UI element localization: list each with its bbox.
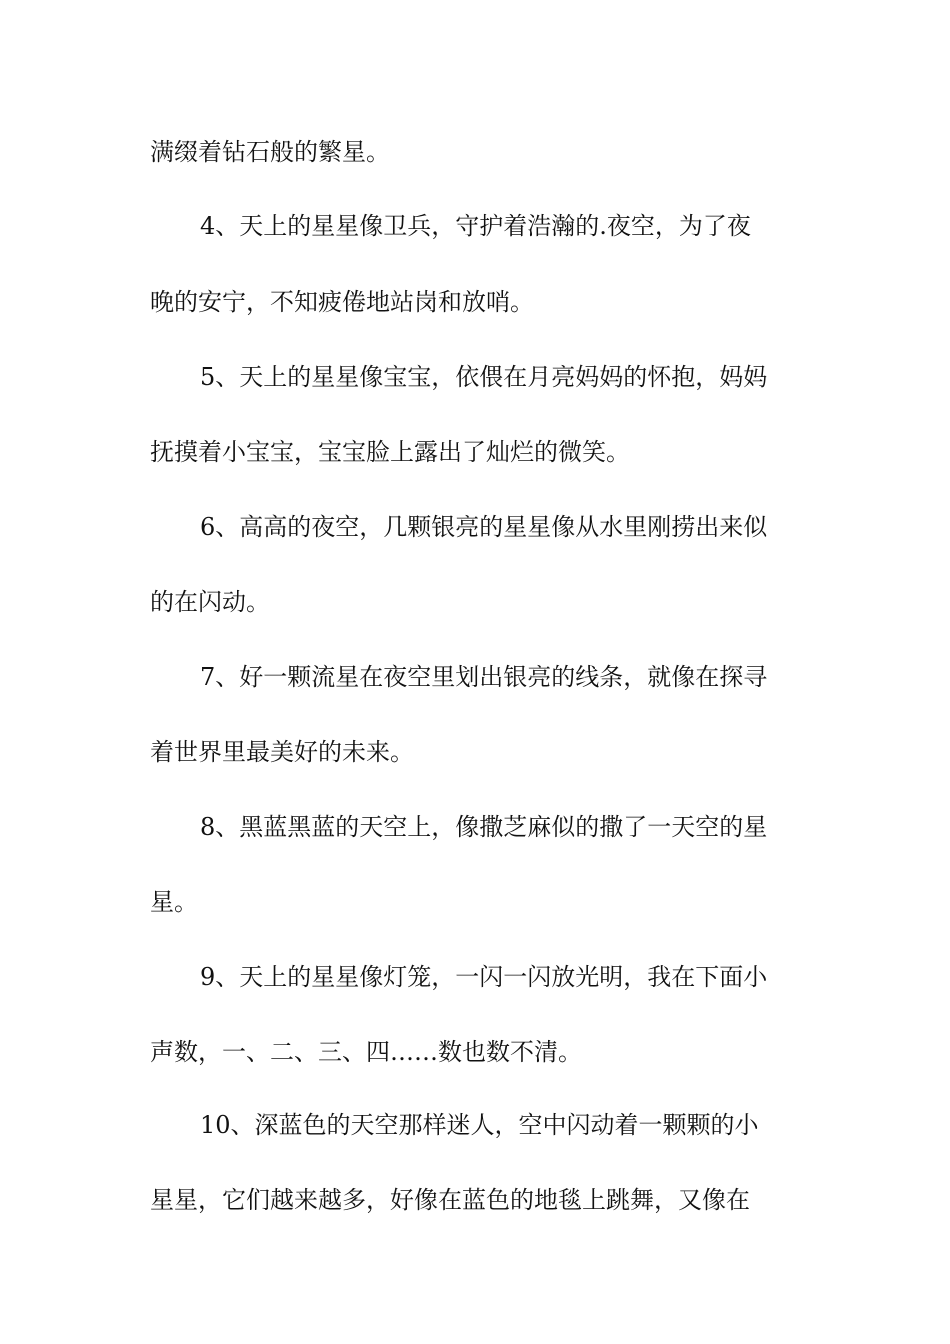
item-6-line-2: 的在闪动。 [150,588,270,616]
item-9-line-2: 声数，一、二、三、四……数也数不清。 [150,1038,582,1066]
item-4-line-1: 4、天上的星星像卫兵，守护着浩瀚的.夜空，为了夜 [200,212,751,240]
text-line: 满缀着钻石般的繁星。 [150,138,390,166]
item-9-line-1: 9、天上的星星像灯笼，一闪一闪放光明，我在下面小 [200,963,768,991]
item-8-line-1: 8、黑蓝黑蓝的天空上，像撒芝麻似的撒了一天空的星 [200,813,768,841]
item-7-line-2: 着世界里最美好的未来。 [150,738,414,766]
item-5-line-2: 抚摸着小宝宝，宝宝脸上露出了灿烂的微笑。 [150,438,630,466]
item-10-line-1: 10、深蓝色的天空那样迷人，空中闪动着一颗颗的小 [200,1111,759,1139]
item-6-line-1: 6、高高的夜空，几颗银亮的星星像从水里刚捞出来似 [200,513,768,541]
item-4-line-2: 晚的安宁，不知疲倦地站岗和放哨。 [150,288,534,316]
item-5-line-1: 5、天上的星星像宝宝，依偎在月亮妈妈的怀抱，妈妈 [200,363,768,391]
item-10-line-2: 星星，它们越来越多，好像在蓝色的地毯上跳舞，又像在 [150,1186,750,1214]
item-8-line-2: 星。 [150,888,198,916]
item-7-line-1: 7、好一颗流星在夜空里划出银亮的线条，就像在探寻 [200,663,768,691]
